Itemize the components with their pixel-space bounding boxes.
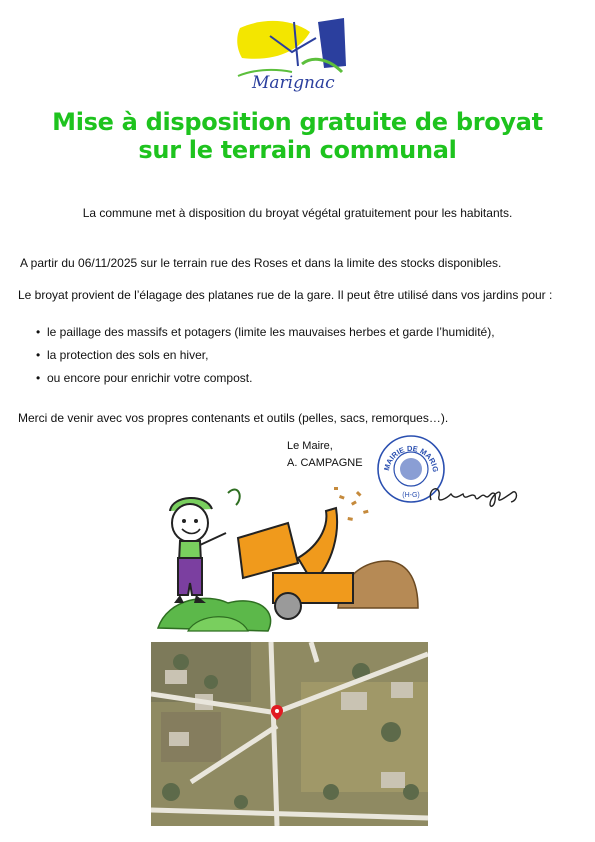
seal-dept: (H-G): [402, 492, 420, 499]
intro-text: La commune met à disposition du broyat végétal gratuitement pour les habitants.: [82, 206, 513, 220]
bullet-glyph: •: [36, 325, 41, 339]
gardener-chipper-illustration: [148, 483, 433, 638]
signature-name: A. CAMPAGNE: [287, 457, 363, 469]
provenance-text: Le broyat provient de l’élagage des platanes rue de la gare. Il peut être utilisé dans vos jardins pour :: [18, 288, 553, 302]
marignac-logo: [232, 14, 356, 96]
title-line-2: sur le terrain communal: [138, 136, 457, 164]
page-title: [0, 108, 595, 164]
aerial-map: [151, 642, 428, 826]
signature-title: Le Maire,: [287, 440, 333, 452]
list-item: • le paillage des massifs et potagers (limite les mauvaises herbes et garde l’humidité),: [36, 325, 495, 339]
seal-ring-text: MAIRIE DE MARIG: [382, 443, 441, 473]
handwritten-signature: [425, 478, 525, 512]
logo-text: Marignac: [252, 73, 335, 93]
uses-list: [36, 324, 495, 393]
bullet-glyph: •: [36, 348, 41, 362]
list-item: • la protection des sols en hiver,: [36, 348, 209, 362]
bullet-glyph: •: [36, 371, 41, 385]
date-line: A partir du 06/11/2025 sur le terrain rue des Roses et dans la limite des stocks disponibles.: [20, 256, 502, 270]
title-line-1: Mise à disposition gratuite de broyat: [52, 108, 543, 136]
thanks-text: Merci de venir avec vos propres contenants et outils (pelles, sacs, remorques…).: [18, 411, 449, 425]
list-item: • ou encore pour enrichir votre compost.: [36, 371, 253, 385]
